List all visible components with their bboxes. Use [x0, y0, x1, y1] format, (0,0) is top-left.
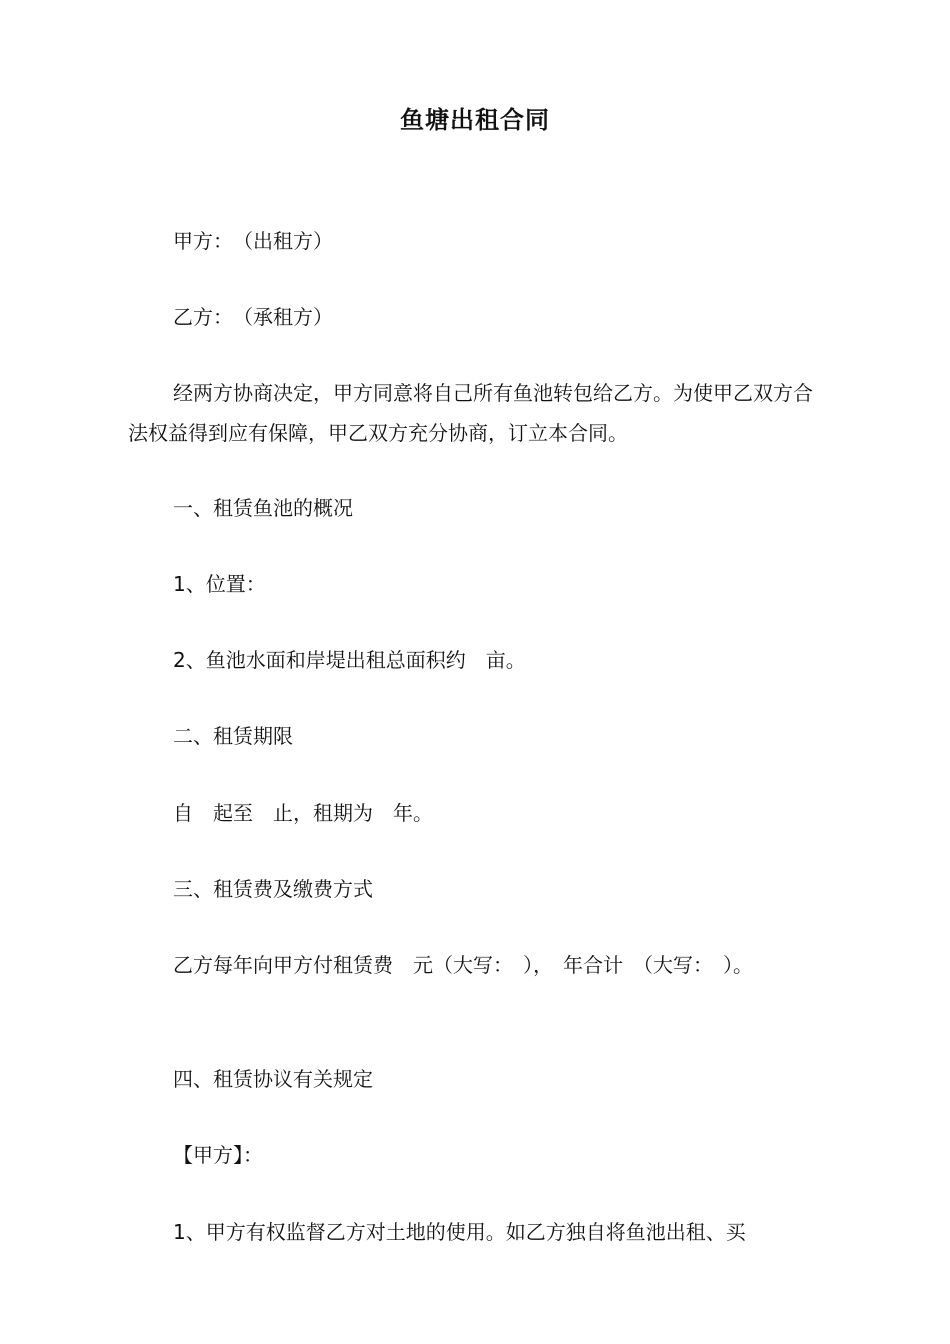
party-a-line: 甲方： （出租方）	[173, 229, 333, 253]
section1-item1: 1、位置：	[173, 572, 266, 596]
section2-text: 自 起至 止，租期为 年。	[173, 801, 433, 825]
section2-heading: 二、租赁期限	[173, 724, 293, 748]
intro-paragraph: 经两方协商决定，甲方同意将自己所有鱼池转包给乙方。为使甲乙双方合法权益得到应有保障，甲乙双方充分协商，订立本合同。	[128, 381, 813, 445]
party-a-item1: 1、甲方有权监督乙方对土地的使用。如乙方独自将鱼池出租、买	[173, 1220, 746, 1244]
section4-heading: 四、租赁协议有关规定	[173, 1067, 373, 1091]
party-a-label: 【甲方】：	[173, 1143, 263, 1167]
section3-heading: 三、租赁费及缴费方式	[173, 877, 373, 901]
section1-heading: 一、租赁鱼池的概况	[173, 496, 353, 520]
section3-text: 乙方每年向甲方付租赁费 元（大写： ）， 年合计 （大写： ）。	[173, 953, 753, 977]
party-b-line: 乙方： （承租方）	[173, 305, 333, 329]
section1-item2: 2、鱼池水面和岸堤出租总面积约 亩。	[173, 648, 526, 672]
document-title: 鱼塘出租合同	[400, 106, 550, 134]
